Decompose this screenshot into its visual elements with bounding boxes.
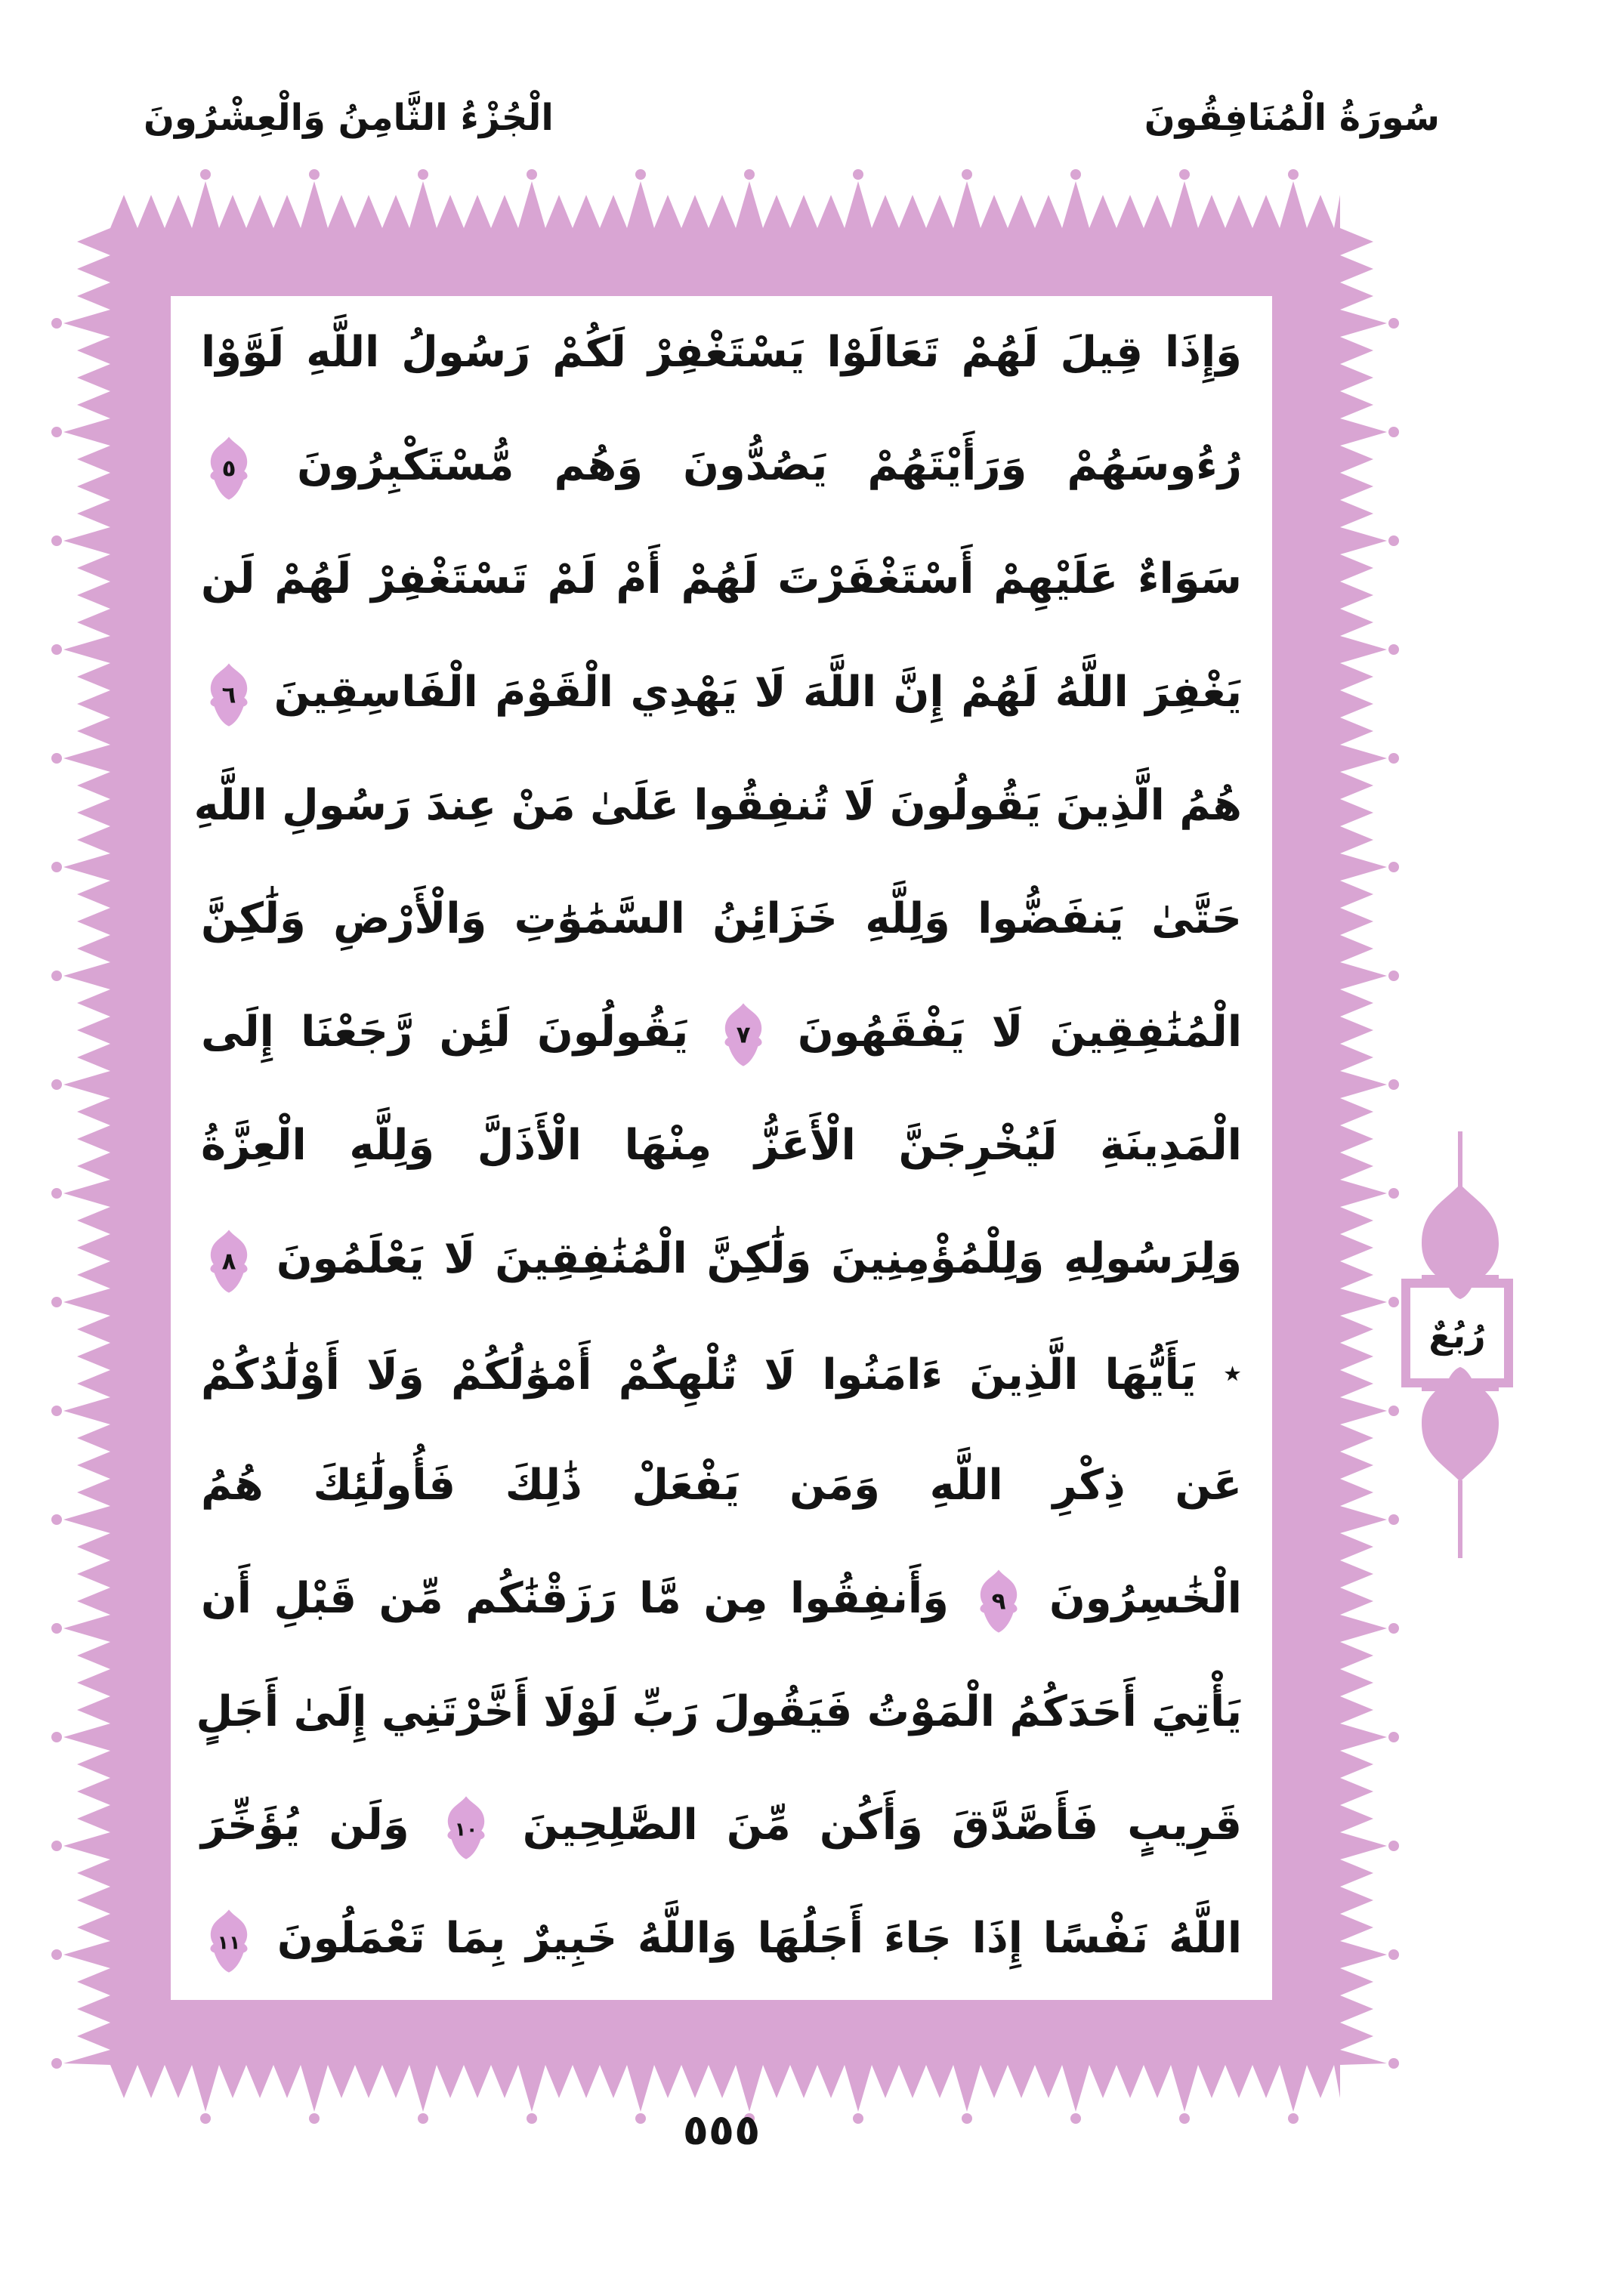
frame-zigzag-edge (110, 2065, 1340, 2112)
quran-line (201, 636, 1242, 749)
ornament-bottom-dome (1422, 1387, 1499, 1482)
verse-end-marker (207, 662, 251, 728)
rub-quarter-label: رُبُعٌ (1428, 1315, 1486, 1356)
frame-finial-dot (51, 1949, 62, 1960)
quran-line (201, 1882, 1242, 1995)
frame-finial-dot (309, 169, 320, 180)
frame-finial-dot (1388, 1623, 1399, 1634)
frame-finial-dot (51, 753, 62, 764)
frame-finial-dot (51, 1297, 62, 1307)
frame-finial-dot (1179, 169, 1190, 180)
ayah-text: وَلَن يُؤَخِّرَ (201, 1801, 409, 1850)
verse-end-marker (207, 1908, 251, 1974)
page-number: ٥٥٥ (682, 2106, 761, 2155)
ayah-text: يَغْفِرَ اللَّهُ لَهُمْ إِنَّ اللَّهَ لَا يَهْدِي الْقَوْمَ الْفَاسِقِينَ (273, 668, 1242, 717)
frame-finial-dot (1388, 753, 1399, 764)
quran-line (193, 749, 1242, 863)
frame-finial-dot (1288, 2113, 1299, 2124)
ayah-text: قَرِيبٍ فَأَصَّدَّقَ وَأَكُن مِّنَ الصَّٰلِحِينَ (522, 1801, 1243, 1850)
quran-line (201, 1316, 1242, 1429)
quran-line (201, 1769, 1242, 1882)
verse-number: ١٠ (454, 1818, 478, 1841)
ayah-text: عَن ذِكْرِ اللَّهِ وَمَن يَفْعَلْ ذَٰلِكَ فَأُولَٰئِكَ هُمُ (201, 1461, 1242, 1510)
frame-finial-dot (1388, 1949, 1399, 1960)
frame-finial-dot (1388, 318, 1399, 329)
verse-number: ٩ (992, 1588, 1006, 1616)
quran-line (201, 1202, 1242, 1316)
quran-line (201, 976, 1242, 1089)
quran-line (196, 1656, 1242, 1769)
frame-zigzag-edge (110, 181, 1340, 228)
frame-finial-dot (51, 2058, 62, 2069)
frame-finial-dot (1388, 971, 1399, 981)
frame-finial-dot (1388, 644, 1399, 655)
frame-finial-dot (51, 862, 62, 872)
quran-line (201, 1089, 1242, 1202)
ayah-text: اللَّهُ نَفْسًا إِذَا جَاءَ أَجَلُهَا وَاللَّهُ خَبِيرٌ بِمَا تَعْمَلُونَ (276, 1914, 1243, 1963)
ornament-top-dome (1422, 1184, 1499, 1279)
frame-finial-dot (635, 2113, 646, 2124)
quran-line (201, 863, 1242, 976)
quran-text-block (171, 296, 1272, 2000)
ayah-text: وَأَنفِقُوا مِن مَّا رَزَقْنَٰكُم مِّن قَبْلِ أَن (201, 1574, 949, 1623)
frame-finial-dot (1070, 169, 1081, 180)
surah-title: سُورَةُ الْمُنَافِقُونَ (1144, 97, 1440, 139)
ayah-text: رُءُوسَهُمْ وَرَأَيْتَهُمْ يَصُدُّونَ وَهُم مُّسْتَكْبِرُونَ (297, 441, 1243, 490)
hizb-quarter-star-icon: ٭ (1222, 1352, 1243, 1393)
verse-number: ٦ (221, 681, 236, 709)
verse-end-marker (721, 1001, 765, 1068)
verse-number: ٥ (221, 455, 236, 483)
frame-finial-dot (1388, 1732, 1399, 1742)
frame-finial-dot (51, 644, 62, 655)
frame-finial-dot (1388, 1079, 1399, 1090)
frame-finial-dot (51, 1079, 62, 1090)
verse-end-marker (207, 435, 251, 501)
frame-finial-dot (51, 1732, 62, 1742)
verse-number: ١١ (217, 1931, 241, 1954)
frame-finial-dot (51, 1514, 62, 1525)
frame-finial-dot (51, 318, 62, 329)
ayah-text: يَأَيُّهَا الَّذِينَ ءَامَنُوا لَا تُلْهِكُمْ أَمْوَٰلُكُمْ وَلَا أَوْلَٰدُكُمْ (201, 1350, 1197, 1400)
frame-zigzag-edge (63, 228, 110, 2065)
quran-line (201, 523, 1242, 636)
frame-finial-dot (51, 535, 62, 546)
frame-finial-dot (418, 169, 428, 180)
frame-finial-dot (1388, 862, 1399, 872)
ayah-text: حَتَّىٰ يَنفَضُّوا وَلِلَّهِ خَزَائِنُ السَّمَٰوَٰتِ وَالْأَرْضِ وَلَٰكِنَّ (201, 894, 1242, 943)
ayah-text: الْمَدِينَةِ لَيُخْرِجَنَّ الْأَعَزُّ مِنْهَا الْأَذَلَّ وَلِلَّهِ الْعِزَّةُ (201, 1121, 1242, 1170)
juz-title: الْجُزْءُ الثَّامِنُ وَالْعِشْرُونَ (144, 97, 554, 139)
frame-finial-dot (527, 2113, 537, 2124)
frame-finial-dot (51, 1841, 62, 1851)
ayah-text: سَوَاءٌ عَلَيْهِمْ أَسْتَغْفَرْتَ لَهُمْ أَمْ لَمْ تَسْتَغْفِرْ لَهُمْ لَن (201, 554, 1242, 603)
quran-line (201, 1429, 1242, 1542)
frame-finial-dot (1288, 169, 1299, 180)
frame-finial-dot (51, 1188, 62, 1199)
frame-finial-dot (962, 169, 972, 180)
ayah-text: وَلِرَسُولِهِ وَلِلْمُؤْمِنِينَ وَلَٰكِنَّ الْمُنَٰفِقِينَ لَا يَعْلَمُونَ (276, 1234, 1242, 1283)
verse-number: ٨ (221, 1248, 236, 1276)
ayah-text: يَأْتِيَ أَحَدَكُمُ الْمَوْتُ فَيَقُولَ رَبِّ لَوْلَا أَخَّرْتَنِي إِلَىٰ أَجَلٍ (196, 1687, 1242, 1736)
frame-finial-dot (1388, 1841, 1399, 1851)
frame-finial-dot (635, 169, 646, 180)
frame-finial-dot (51, 427, 62, 437)
frame-finial-dot (1388, 2058, 1399, 2069)
quran-line (201, 409, 1242, 523)
frame-finial-dot (853, 2113, 863, 2124)
verse-number: ٧ (736, 1021, 751, 1049)
frame-finial-dot (1179, 2113, 1190, 2124)
ayah-text: الْخَٰسِرُونَ (1049, 1574, 1242, 1623)
frame-finial-dot (1070, 2113, 1081, 2124)
frame-finial-dot (200, 2113, 211, 2124)
ayah-text: الْمُنَٰفِقِينَ لَا يَفْقَهُونَ (797, 1008, 1243, 1057)
frame-finial-dot (744, 169, 755, 180)
frame-finial-dot (962, 2113, 972, 2124)
frame-finial-dot (1388, 535, 1399, 546)
ayah-text: هُمُ الَّذِينَ يَقُولُونَ لَا تُنفِقُوا عَلَىٰ مَنْ عِندَ رَسُولِ اللَّهِ (193, 781, 1242, 830)
ayah-text: وَإِذَا قِيلَ لَهُمْ تَعَالَوْا يَسْتَغْفِرْ لَكُمْ رَسُولُ اللَّهِ لَوَّوْا (201, 328, 1242, 377)
quran-line (201, 296, 1242, 409)
frame-finial-dot (51, 971, 62, 981)
verse-end-marker (977, 1568, 1021, 1634)
verse-end-marker (207, 1228, 251, 1295)
frame-finial-dot (418, 2113, 428, 2124)
frame-zigzag-edge (1340, 228, 1387, 2065)
ayah-text: يَقُولُونَ لَئِن رَّجَعْنَا إِلَى (201, 1008, 689, 1057)
frame-finial-dot (51, 1623, 62, 1634)
frame-finial-dot (51, 1406, 62, 1416)
frame-finial-dot (853, 169, 863, 180)
frame-finial-dot (200, 169, 211, 180)
frame-finial-dot (309, 2113, 320, 2124)
frame-finial-dot (1388, 427, 1399, 437)
frame-finial-dot (527, 169, 537, 180)
quran-line (201, 1542, 1242, 1656)
verse-end-marker (444, 1795, 488, 1861)
